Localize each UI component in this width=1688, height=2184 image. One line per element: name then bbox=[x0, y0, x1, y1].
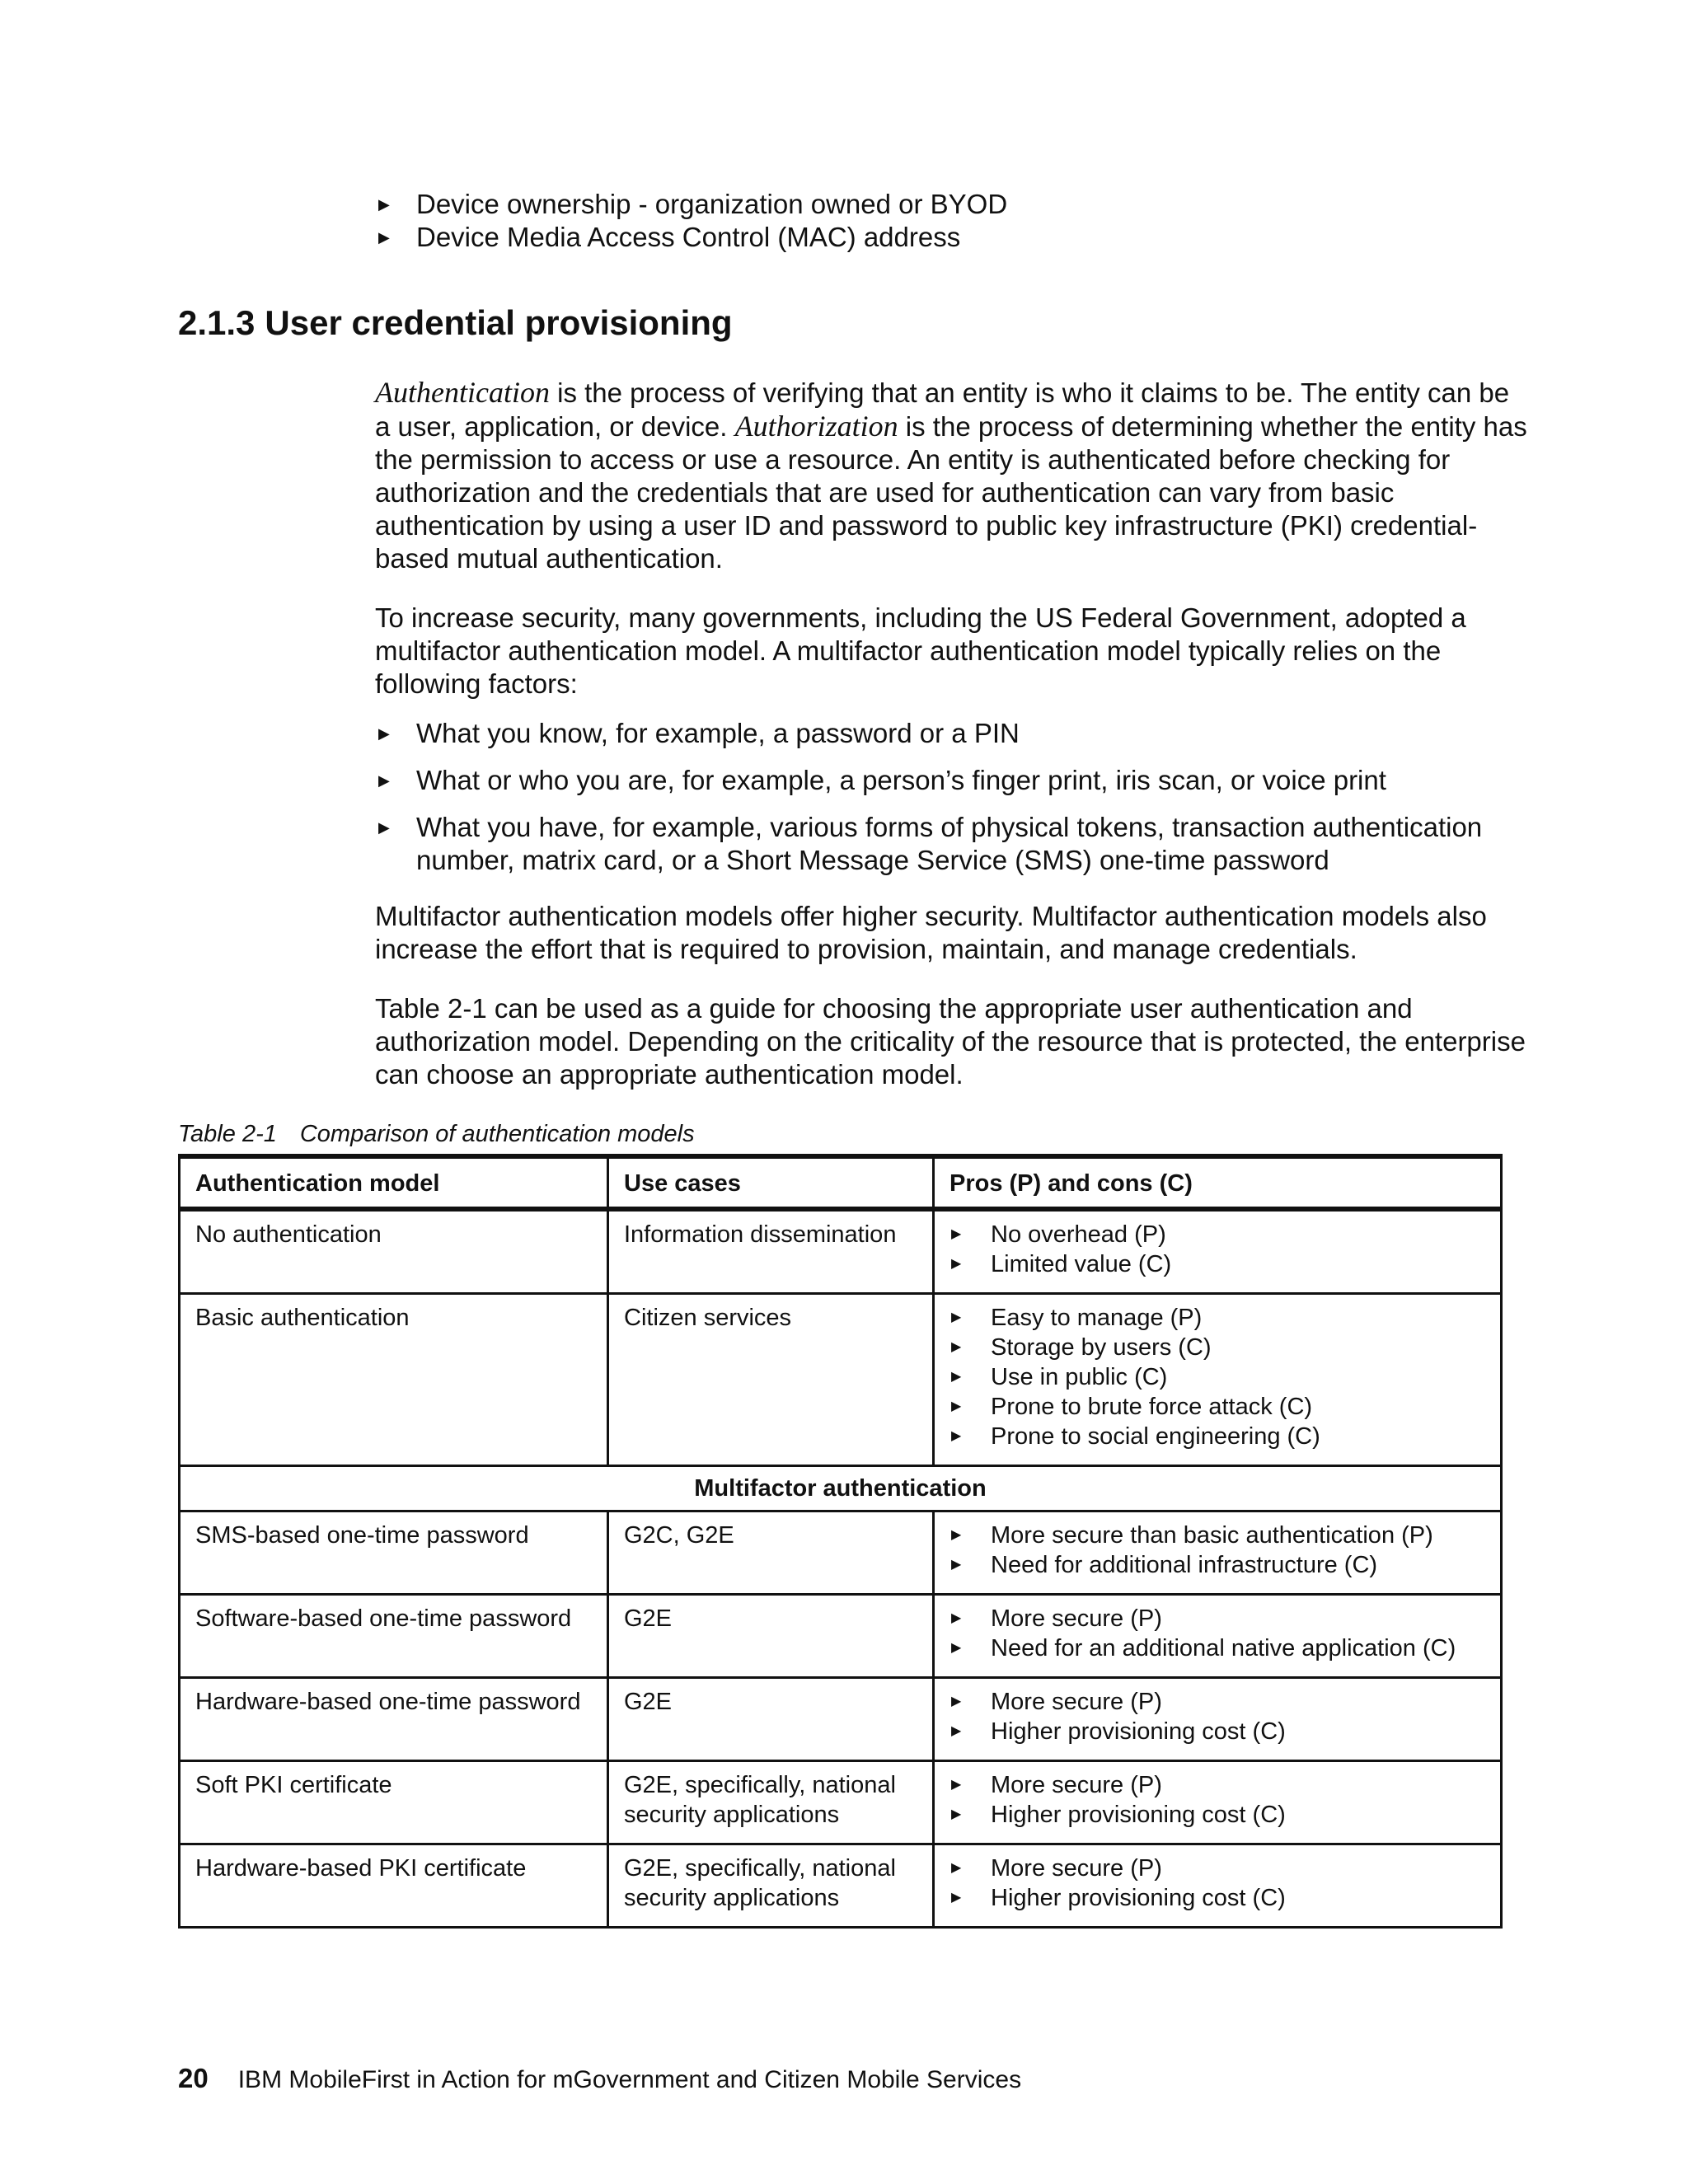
section-number: 2.1.3 bbox=[178, 303, 256, 342]
column-header: Use cases bbox=[608, 1156, 934, 1209]
model-cell: Basic authentication bbox=[180, 1294, 608, 1466]
list-item: ▶ Use in public (C) bbox=[950, 1362, 1487, 1392]
list-item: ▶ Limited value (C) bbox=[950, 1249, 1487, 1279]
model-cell: Software-based one-time password bbox=[180, 1595, 608, 1678]
use-case-cell: Information dissemination bbox=[608, 1209, 934, 1294]
list-item: ▶ Higher provisioning cost (C) bbox=[950, 1800, 1487, 1830]
use-case-cell: G2C, G2E bbox=[608, 1511, 934, 1595]
list-item: ▶ What you know, for example, a password or a PIN bbox=[375, 717, 1529, 750]
list-item: ▶ Need for an additional native application (C) bbox=[950, 1633, 1487, 1663]
pros-cons-cell bbox=[934, 1294, 1502, 1466]
column-header: Pros (P) and cons (C) bbox=[934, 1156, 1502, 1209]
table-row bbox=[180, 1511, 1502, 1595]
use-case-cell: G2E, specifically, national security applications bbox=[608, 1761, 934, 1844]
list-item: ▶ Prone to social engineering (C) bbox=[950, 1422, 1487, 1451]
table-row bbox=[180, 1209, 1502, 1294]
paragraph-definitions: Authentication is the process of verifying that an entity is who it claims to be. The entity can be a user, application, or device. Authorization is the process of determining whether the entity has the permission to access or use a resource. An entity is authenticated before checking for authorization and the credentials that are used for authentication can vary from basic authentication by using a user ID and password to public key infrastructure (PKI) credential-based mutual authentication. bbox=[375, 376, 1527, 574]
list-item: ▶ Higher provisioning cost (C) bbox=[950, 1717, 1487, 1746]
list-item: ▶ Easy to manage (P) bbox=[950, 1303, 1487, 1333]
list-item: ▶ What you have, for example, various forms of physical tokens, transaction authentication number, matrix card, or a Short Message Service (SMS) one-time password bbox=[375, 811, 1529, 877]
pros-cons-cell bbox=[934, 1761, 1502, 1844]
model-cell: Hardware-based one-time password bbox=[180, 1678, 608, 1761]
pros-cons-cell bbox=[934, 1678, 1502, 1761]
table-row bbox=[180, 1844, 1502, 1928]
list-item: ▶ Prone to brute force attack (C) bbox=[950, 1392, 1487, 1422]
list-item: ▶ More secure (P) bbox=[950, 1770, 1487, 1800]
list-item: ▶ More secure (P) bbox=[950, 1687, 1487, 1717]
use-case-cell: G2E bbox=[608, 1595, 934, 1678]
table-group-row bbox=[180, 1466, 1502, 1511]
list-item: ▶ What or who you are, for example, a person’s finger print, iris scan, or voice print bbox=[375, 764, 1529, 797]
list-item: ▶ Need for additional infrastructure (C) bbox=[950, 1550, 1487, 1580]
list-item: ▶ More secure (P) bbox=[950, 1604, 1487, 1633]
list-item: ▶ No overhead (P) bbox=[950, 1220, 1487, 1249]
table-caption bbox=[178, 1119, 695, 1149]
table-row bbox=[180, 1678, 1502, 1761]
pros-cons-cell bbox=[934, 1511, 1502, 1595]
column-header: Authentication model bbox=[180, 1156, 608, 1209]
table-row bbox=[180, 1595, 1502, 1678]
use-case-cell: G2E bbox=[608, 1678, 934, 1761]
use-case-cell: G2E, specifically, national security applications bbox=[608, 1844, 934, 1928]
table-row bbox=[180, 1761, 1502, 1844]
model-cell: Soft PKI certificate bbox=[180, 1761, 608, 1844]
pros-cons-cell bbox=[934, 1595, 1502, 1678]
table-header-row bbox=[180, 1156, 1502, 1209]
paragraph-multifactor-intro: To increase security, many governments, including the US Federal Government, adopted a multifactor authentication model. A multifactor authentication model typically relies on the following factors: bbox=[375, 602, 1466, 699]
list-item: ▶ Device Media Access Control (MAC) address bbox=[375, 221, 1529, 254]
device-attributes-list bbox=[375, 188, 1529, 254]
model-cell: Hardware-based PKI certificate bbox=[180, 1844, 608, 1928]
model-cell: No authentication bbox=[180, 1209, 608, 1294]
pros-cons-cell bbox=[934, 1844, 1502, 1928]
section-heading bbox=[178, 300, 733, 346]
table-caption-label: Table 2-1 bbox=[178, 1121, 277, 1147]
section-title: User credential provisioning bbox=[265, 303, 733, 342]
table-caption-text: Comparison of authentication models bbox=[299, 1121, 695, 1147]
group-label: Multifactor authentication bbox=[180, 1466, 1502, 1511]
list-item: ▶ Higher provisioning cost (C) bbox=[950, 1883, 1487, 1913]
list-item: ▶ Device ownership - organization owned or BYOD bbox=[375, 188, 1529, 221]
list-item: ▶ More secure (P) bbox=[950, 1854, 1487, 1883]
comparison-table bbox=[178, 1154, 1503, 1929]
model-cell: SMS-based one-time password bbox=[180, 1511, 608, 1595]
page-number: 20 bbox=[178, 2063, 209, 2093]
paragraph-table-guide: Table 2-1 can be used as a guide for choosing the appropriate user authentication and authorization model. Depending on the criticality of the resource that is protected, the enterprise can choose an appropriate authentication model. bbox=[375, 993, 1526, 1090]
list-item: ▶ More secure than basic authentication (P) bbox=[950, 1521, 1487, 1550]
use-case-cell: Citizen services bbox=[608, 1294, 934, 1466]
paragraph-security-tradeoff: Multifactor authentication models offer higher security. Multifactor authentication models also increase the effort that is required to provision, maintain, and manage credentials. bbox=[375, 901, 1487, 964]
comparison-table-wrapper bbox=[178, 1154, 1500, 1929]
term-authentication: Authentication bbox=[375, 376, 550, 409]
pros-cons-cell bbox=[934, 1209, 1502, 1294]
table-row bbox=[180, 1294, 1502, 1466]
factor-list bbox=[375, 717, 1529, 877]
term-authorization: Authorization bbox=[734, 410, 898, 443]
section-body bbox=[375, 376, 1529, 1118]
list-item: ▶ Storage by users (C) bbox=[950, 1333, 1487, 1362]
page-footer bbox=[178, 2062, 1021, 2097]
book-title: IBM MobileFirst in Action for mGovernment and Citizen Mobile Services bbox=[237, 2066, 1022, 2093]
